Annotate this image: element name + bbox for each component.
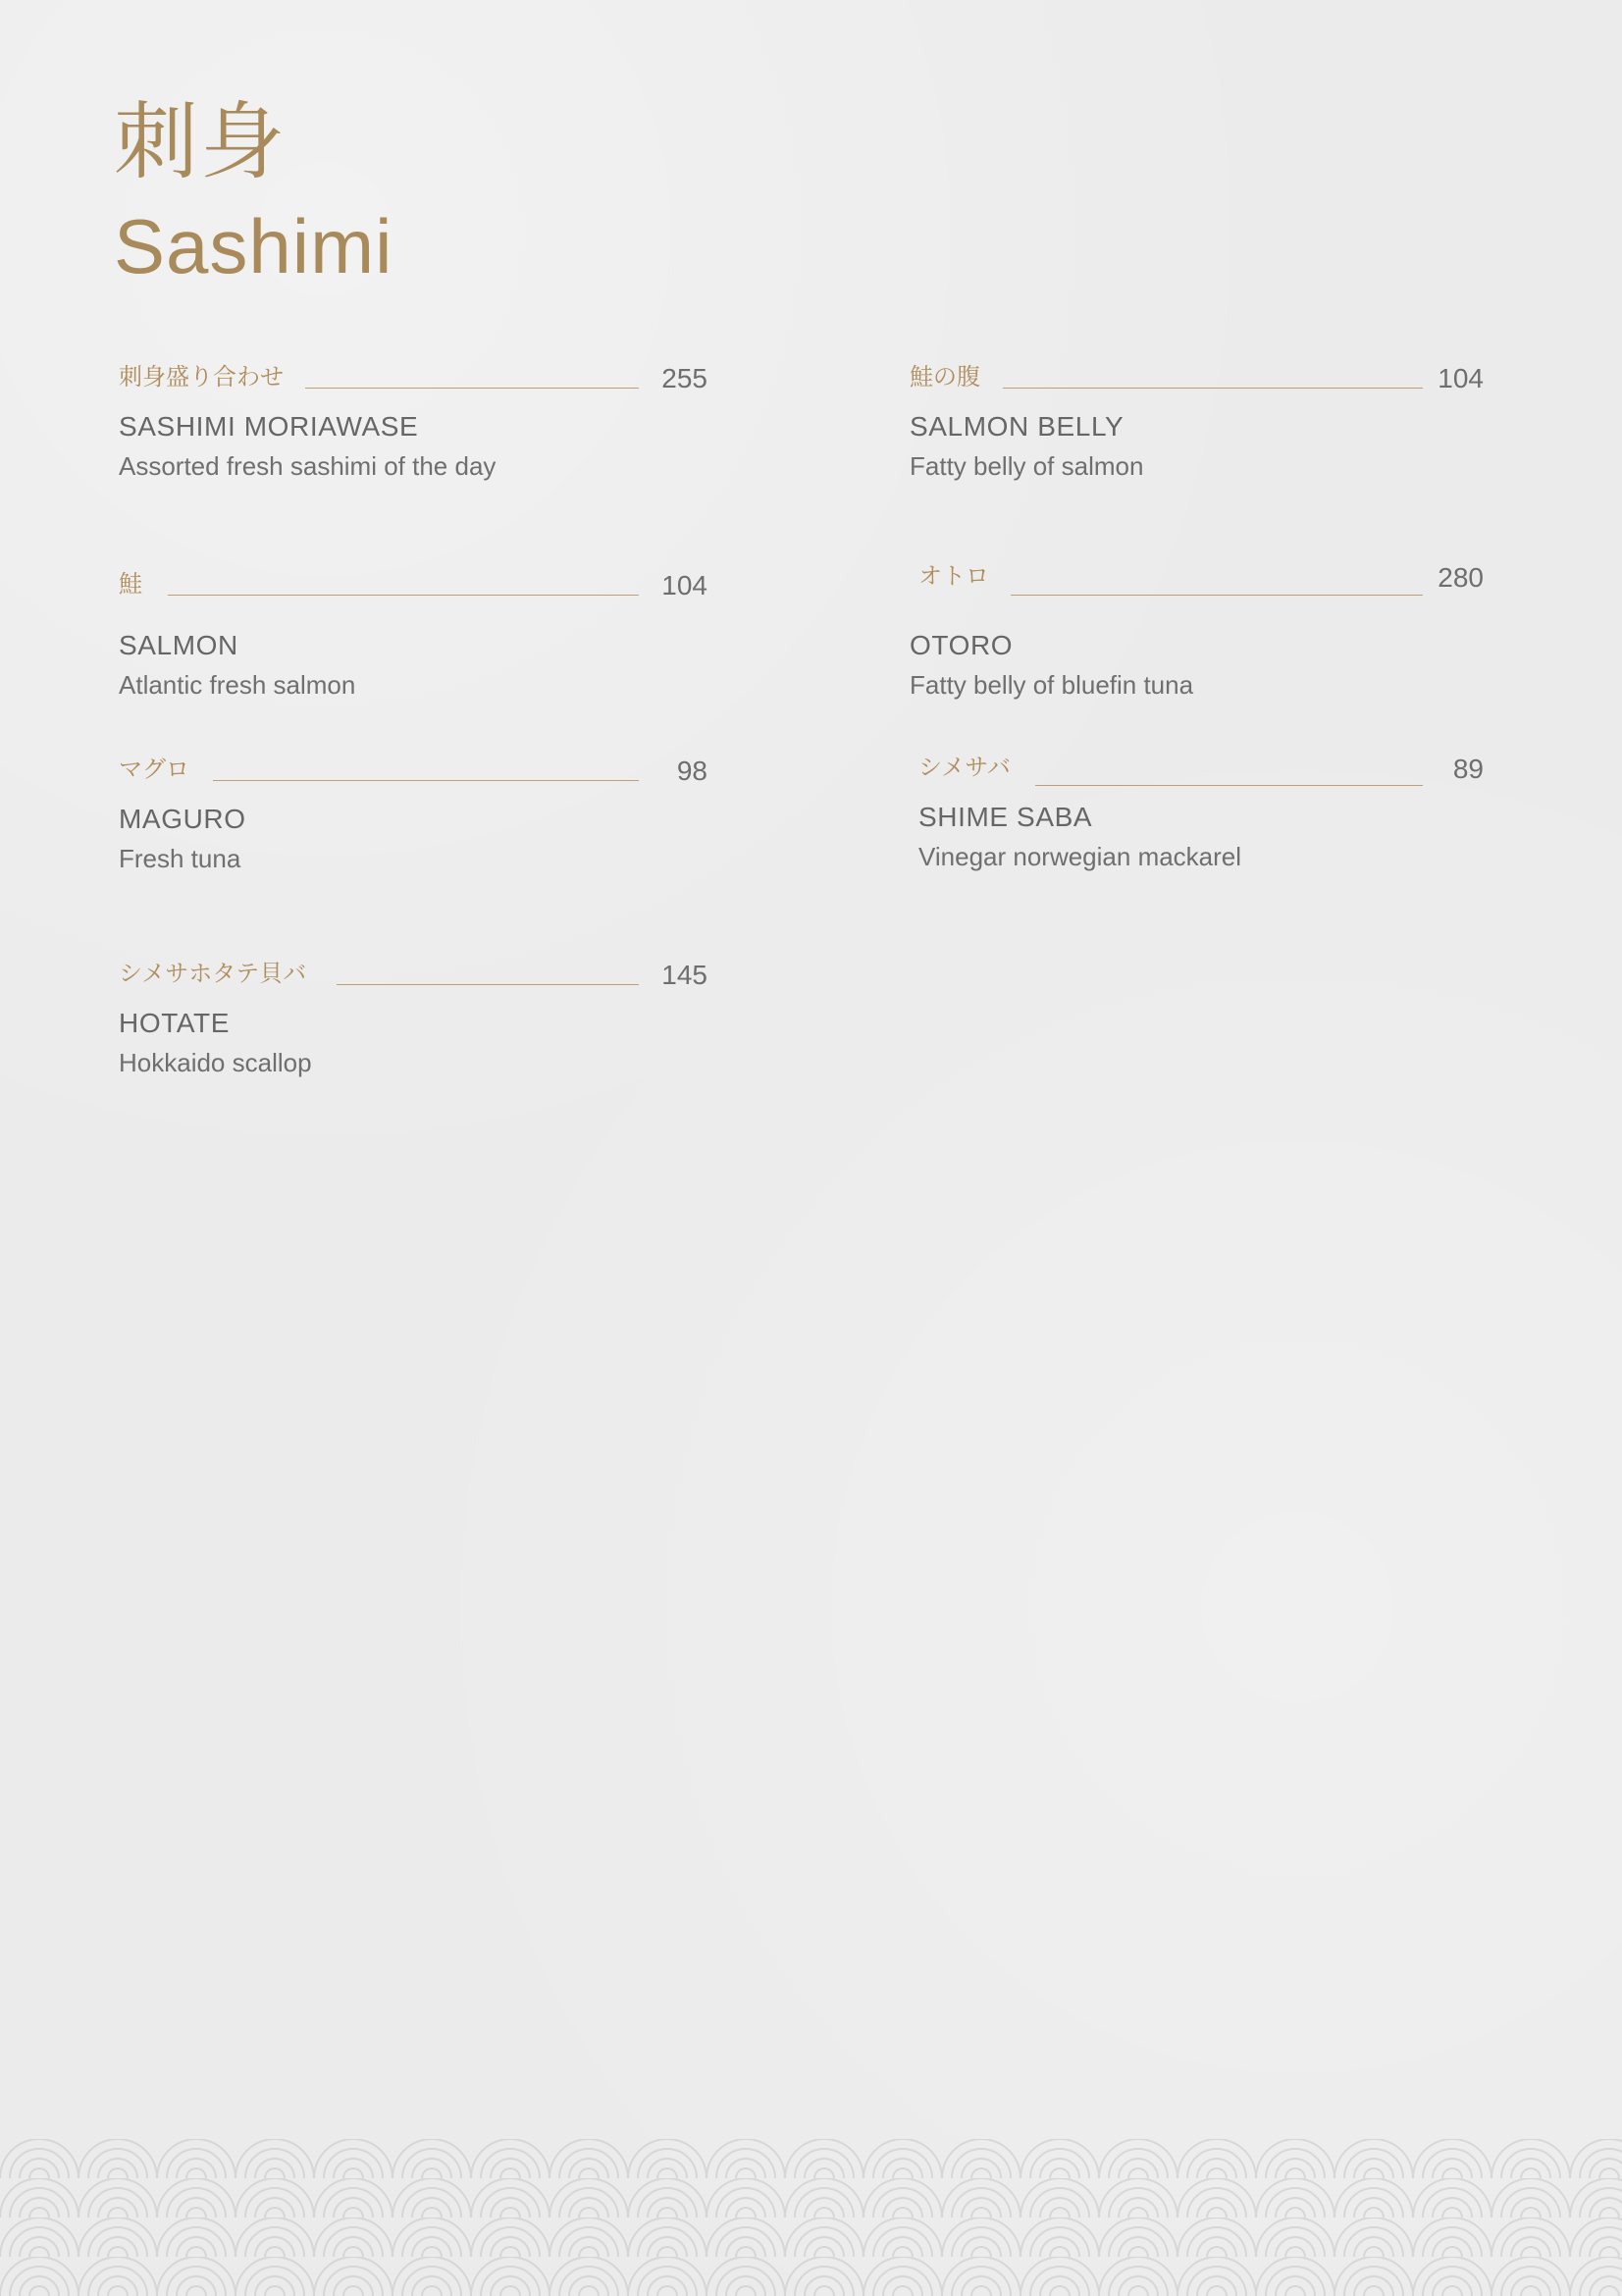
dotted-leader-line — [337, 984, 639, 985]
description: Fatty belly of bluefin tuna — [910, 669, 1194, 700]
japanese-name: シメサホタテ貝バ — [119, 960, 307, 987]
english-name: HOTATE — [119, 1008, 231, 1038]
japanese-name: マグロ — [119, 756, 189, 783]
dotted-leader-line — [1011, 595, 1423, 596]
dotted-leader-line — [168, 595, 639, 596]
price: 280 — [1438, 562, 1484, 593]
japanese-name: 鮭の腹 — [910, 363, 980, 391]
dotted-leader-line — [1003, 388, 1423, 389]
decorative-wave-pattern — [0, 2139, 1622, 2296]
price: 98 — [676, 756, 707, 786]
dotted-leader-line — [213, 780, 639, 781]
english-name: SALMON BELLY — [910, 411, 1125, 442]
page-title-japanese: 刺身 — [114, 93, 287, 191]
menu-item-header — [910, 365, 1484, 408]
dotted-leader-line — [1035, 785, 1423, 786]
japanese-name: 刺身盛り合わせ — [119, 363, 284, 391]
english-name: SASHIMI MORIAWASE — [119, 411, 419, 442]
page-title-english: Sashimi — [114, 203, 393, 289]
dotted-leader-line — [305, 388, 639, 389]
japanese-name: シメサバ — [918, 754, 1011, 781]
menu-item-header — [119, 365, 707, 408]
description: Atlantic fresh salmon — [119, 669, 356, 700]
english-name: SHIME SABA — [918, 802, 1093, 832]
price: 89 — [1452, 754, 1484, 784]
description: Hokkaido scallop — [119, 1047, 312, 1077]
price: 255 — [661, 363, 707, 393]
english-name: OTORO — [910, 630, 1014, 660]
menu-item-header — [910, 756, 1484, 799]
menu-item-shime-saba — [910, 756, 1484, 872]
english-name: MAGURO — [119, 804, 246, 834]
japanese-name: オトロ — [918, 562, 989, 590]
price: 104 — [1438, 363, 1484, 393]
description: Assorted fresh sashimi of the day — [119, 450, 497, 481]
menu-item-hotate — [119, 962, 707, 1078]
menu-item-header — [119, 757, 707, 801]
menu-item-salmon-belly — [910, 365, 1484, 482]
menu-item-maguro — [119, 757, 707, 874]
price: 145 — [661, 960, 707, 990]
menu-item-header — [119, 962, 707, 1005]
menu-item-sashimi-moriawase — [119, 365, 707, 482]
english-name: SALMON — [119, 630, 238, 660]
description: Fresh tuna — [119, 843, 241, 873]
menu-item-header — [119, 572, 707, 615]
japanese-name: 鮭 — [119, 570, 142, 598]
menu-item-header — [910, 564, 1484, 607]
description: Fatty belly of salmon — [910, 450, 1144, 481]
price: 104 — [661, 570, 707, 600]
menu-item-otoro — [910, 564, 1484, 701]
menu-item-salmon — [119, 572, 707, 701]
description: Vinegar norwegian mackarel — [918, 841, 1242, 871]
